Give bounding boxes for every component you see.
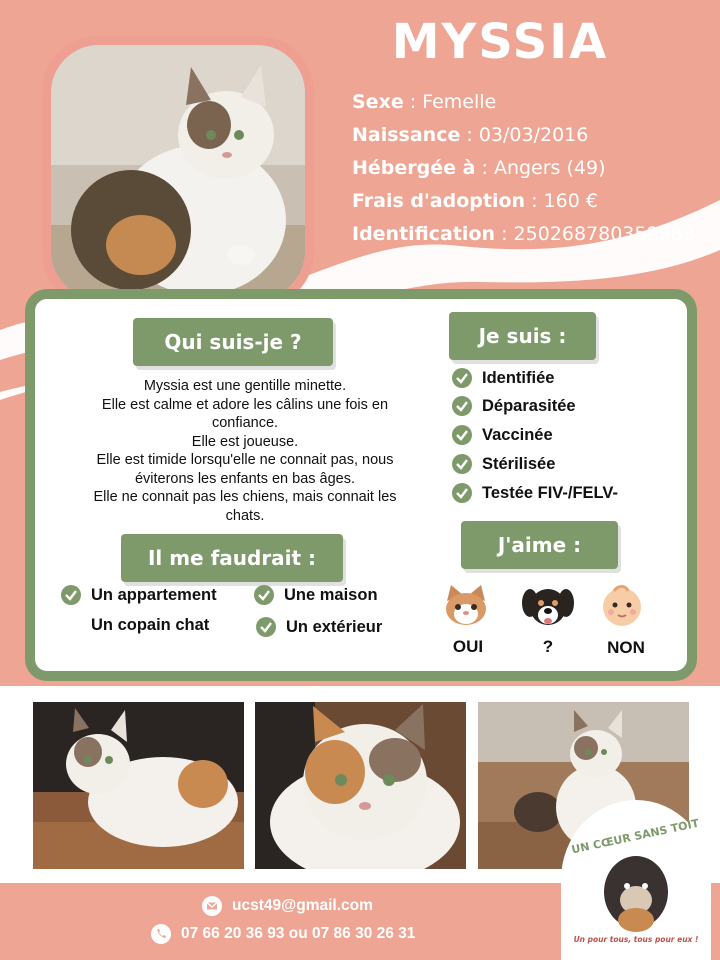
svg-text:Un pour tous, tous pour eux !: Un pour tous, tous pour eux ! [573, 935, 699, 944]
description-line: confiance. [211, 415, 279, 431]
like-answer-dogs: ? [542, 637, 554, 656]
status-item: Déparasitée [452, 396, 576, 416]
status-item: Testée FIV-/FELV- [452, 483, 618, 503]
envelope-icon [202, 896, 222, 916]
description-line: chats. [225, 507, 265, 524]
likes-heading: J'aime : [461, 521, 618, 569]
svg-text:UN CŒUR SANS TOIT: UN CŒUR SANS TOIT [570, 816, 701, 857]
dog-face-icon [522, 585, 574, 627]
description-line: Elle ne connait pas les chiens, mais connait les [93, 489, 397, 505]
status-item: Vaccinée [452, 425, 553, 445]
like-answer-children: NON [607, 638, 645, 657]
check-circle-icon [256, 617, 276, 637]
check-circle-icon [452, 425, 472, 445]
main-cat-photo-frame [42, 36, 314, 308]
need-item: Un appartement [61, 585, 217, 605]
cat-photo-1 [33, 702, 244, 869]
info-row-birth: Naissance : 03/03/2016 [352, 124, 589, 146]
info-row-location: Hébergée à : Angers (49) [352, 157, 606, 179]
cat-name-title: MYSSIA [391, 14, 609, 70]
cat-face-icon [443, 585, 489, 627]
like-answer-cats: OUI [452, 637, 484, 656]
description-line: Elle est joueuse. [191, 433, 299, 450]
check-circle-icon [452, 454, 472, 474]
info-row-fee: Frais d'adoption : 160 € [352, 190, 598, 212]
info-row-identification: Identification : 250268780359983 [352, 223, 695, 245]
description-line: éviterons les enfants en bas âges. [134, 470, 356, 487]
check-circle-icon [61, 585, 81, 605]
description-line: Elle est timide lorsqu'elle ne connait pas, nous [96, 452, 394, 468]
status-item: Stérilisée [452, 454, 555, 474]
description-line: Elle est calme et adore les câlins une fois en [101, 396, 389, 413]
info-panel [352, 86, 720, 251]
check-circle-icon [452, 396, 472, 416]
need-item: Un extérieur [256, 617, 382, 637]
who-am-i-heading: Qui suis-je ? [133, 318, 333, 366]
phone-icon [151, 924, 171, 944]
info-row-sex: Sexe : Femelle [352, 91, 497, 113]
check-circle-icon [452, 483, 472, 503]
status-heading: Je suis : [449, 312, 596, 360]
association-logo [561, 800, 711, 960]
status-item: Identifiée [452, 368, 554, 388]
check-circle-icon [452, 368, 472, 388]
need-item: Une maison [254, 585, 378, 605]
needs-heading: Il me faudrait : [121, 534, 343, 582]
need-item: Un copain chat [91, 616, 210, 634]
contact-phone[interactable]: 07 66 20 36 93 ou 07 86 30 26 31 [151, 924, 415, 944]
cat-photo-2 [255, 702, 466, 869]
main-cat-photo [51, 45, 305, 299]
description-line: Myssia est une gentille minette. [143, 378, 347, 394]
check-circle-icon [254, 585, 274, 605]
contact-email[interactable]: ucst49@gmail.com [202, 896, 373, 916]
description-text [62, 377, 428, 525]
baby-face-icon [600, 585, 644, 627]
